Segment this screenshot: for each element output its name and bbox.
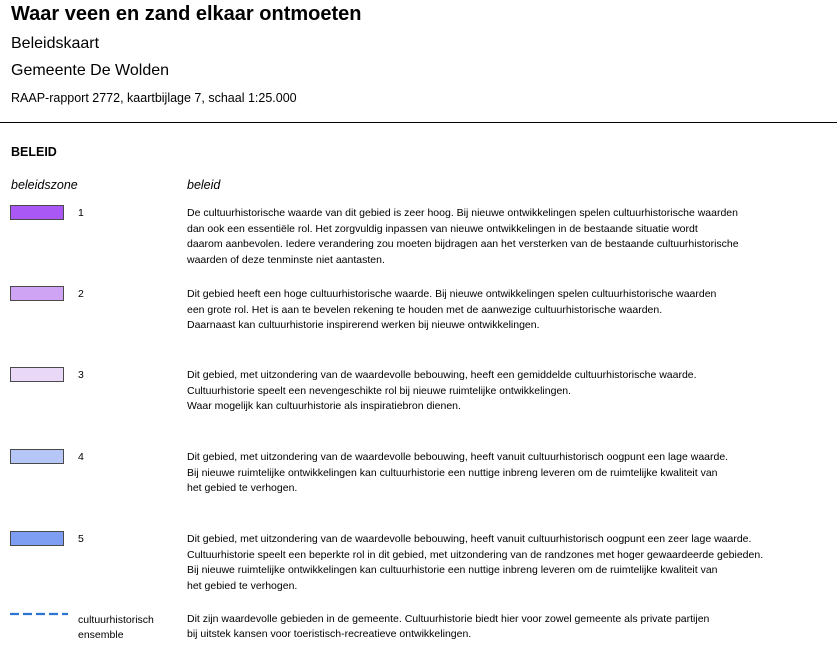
zone-5-line-1: Dit gebied, met uitzondering van de waardevolle bebouwing, heeft vanuit cultuurhistorisch oogpunt een zeer lage waarde. (187, 533, 752, 545)
map-title: Waar veen en zand elkaar ontmoeten (11, 3, 362, 25)
section-title: BELEID (11, 145, 57, 159)
zone-5-line-2: Cultuurhistorie speelt een beperkte rol in dit gebied, met uitzondering van de randzones met hoger gewaardeerde gebieden. (187, 548, 764, 561)
zone-1-line-2: dan ook een essentiële rol. Het zorgvuldig inpassen van nieuwe ontwikkelingen in de bestaande situatie wordt (187, 222, 698, 235)
zone-5-description (187, 532, 807, 594)
zone-1-swatch (10, 205, 64, 220)
zone-3-number: 3 (78, 369, 84, 381)
zone-1-line-3: daarom aanbevolen. Iedere verandering zou moeten bijdragen aan het versterken van de bestaande cultuurhistorische (187, 238, 739, 250)
zone-4-line-1: Dit gebied, met uitzondering van de waardevolle bebouwing, heeft vanuit cultuurhistorisch oogpunt een lage waarde. (187, 451, 729, 463)
report-reference: RAAP-rapport 2772, kaartbijlage 7, schaal 1:25.000 (11, 91, 297, 105)
municipality-name: Gemeente De Wolden (11, 62, 170, 79)
ensemble-label (78, 613, 154, 642)
zone-2-swatch (10, 286, 64, 301)
zone-5-swatch (10, 531, 64, 546)
ensemble-label-line-1: cultuurhistorisch (78, 614, 154, 626)
zone-1-line-4: waarden of deze tenminste niet aantasten. (187, 253, 385, 266)
zone-4-swatch (10, 449, 64, 464)
zone-1-line-1: De cultuurhistorische waarde van dit gebied is zeer hoog. Bij nieuwe ontwikkelingen spelen cultuurhistorische waarden (187, 207, 738, 219)
zone-1-description (187, 206, 807, 268)
zone-2-number: 2 (78, 288, 84, 300)
ensemble-label-line-2: ensemble (78, 628, 124, 641)
zone-3-line-2: Cultuurhistorie speelt een nevengeschikte rol bij nieuwe ruimtelijke ontwikkelingen. (187, 384, 572, 397)
zone-4-number: 4 (78, 451, 84, 463)
ensemble-description (187, 612, 807, 642)
zone-3-description (187, 368, 807, 415)
zone-3-swatch (10, 367, 64, 382)
zone-2-line-2: een grote rol. Het is aan te bevelen rekening te houden met de aanwezige cultuurhistorische waarden. (187, 303, 663, 316)
zone-4-description (187, 450, 807, 497)
ensemble-line-2: bij uitstek kansen voor toeristisch-recreatieve ontwikkelingen. (187, 628, 472, 640)
zone-2-description (187, 287, 807, 334)
zone-2-line-3: Daarnaast kan cultuurhistorie inspirerend werken bij nieuwe ontwikkelingen. (187, 319, 540, 331)
zone-2-line-1: Dit gebied heeft een hoge cultuurhistorische waarde. Bij nieuwe ontwikkelingen spelen cultuurhistorische waarden (187, 288, 717, 300)
zone-5-line-4: het gebied te verhogen. (187, 579, 298, 592)
zone-4-line-2: Bij nieuwe ruimtelijke ontwikkelingen kan cultuurhistorie een nuttige inbreng leveren om de ruimtelijke kwaliteit van (187, 466, 718, 479)
zone-1-number: 1 (78, 207, 84, 219)
zone-4-line-3: het gebied te verhogen. (187, 482, 298, 494)
column-header-zone: beleidszone (11, 178, 78, 192)
map-subtitle: Beleidskaart (11, 35, 100, 52)
zone-3-line-3: Waar mogelijk kan cultuurhistorie als inspiratiebron dienen. (187, 400, 461, 412)
ensemble-dashed-line (10, 611, 68, 617)
ensemble-line-1: Dit zijn waardevolle gebieden in de gemeente. Cultuurhistorie biedt hier voor zowel gemeente als private partijen (187, 613, 710, 625)
zone-5-number: 5 (78, 533, 84, 545)
header-divider (0, 122, 837, 123)
zone-3-line-1: Dit gebied, met uitzondering van de waardevolle bebouwing, heeft een gemiddelde cultuurhistorische waarde. (187, 369, 697, 381)
column-header-policy: beleid (187, 178, 221, 192)
zone-5-line-3: Bij nieuwe ruimtelijke ontwikkelingen kan cultuurhistorie een nuttige inbreng leveren om de ruimtelijke kwaliteit van (187, 564, 718, 576)
